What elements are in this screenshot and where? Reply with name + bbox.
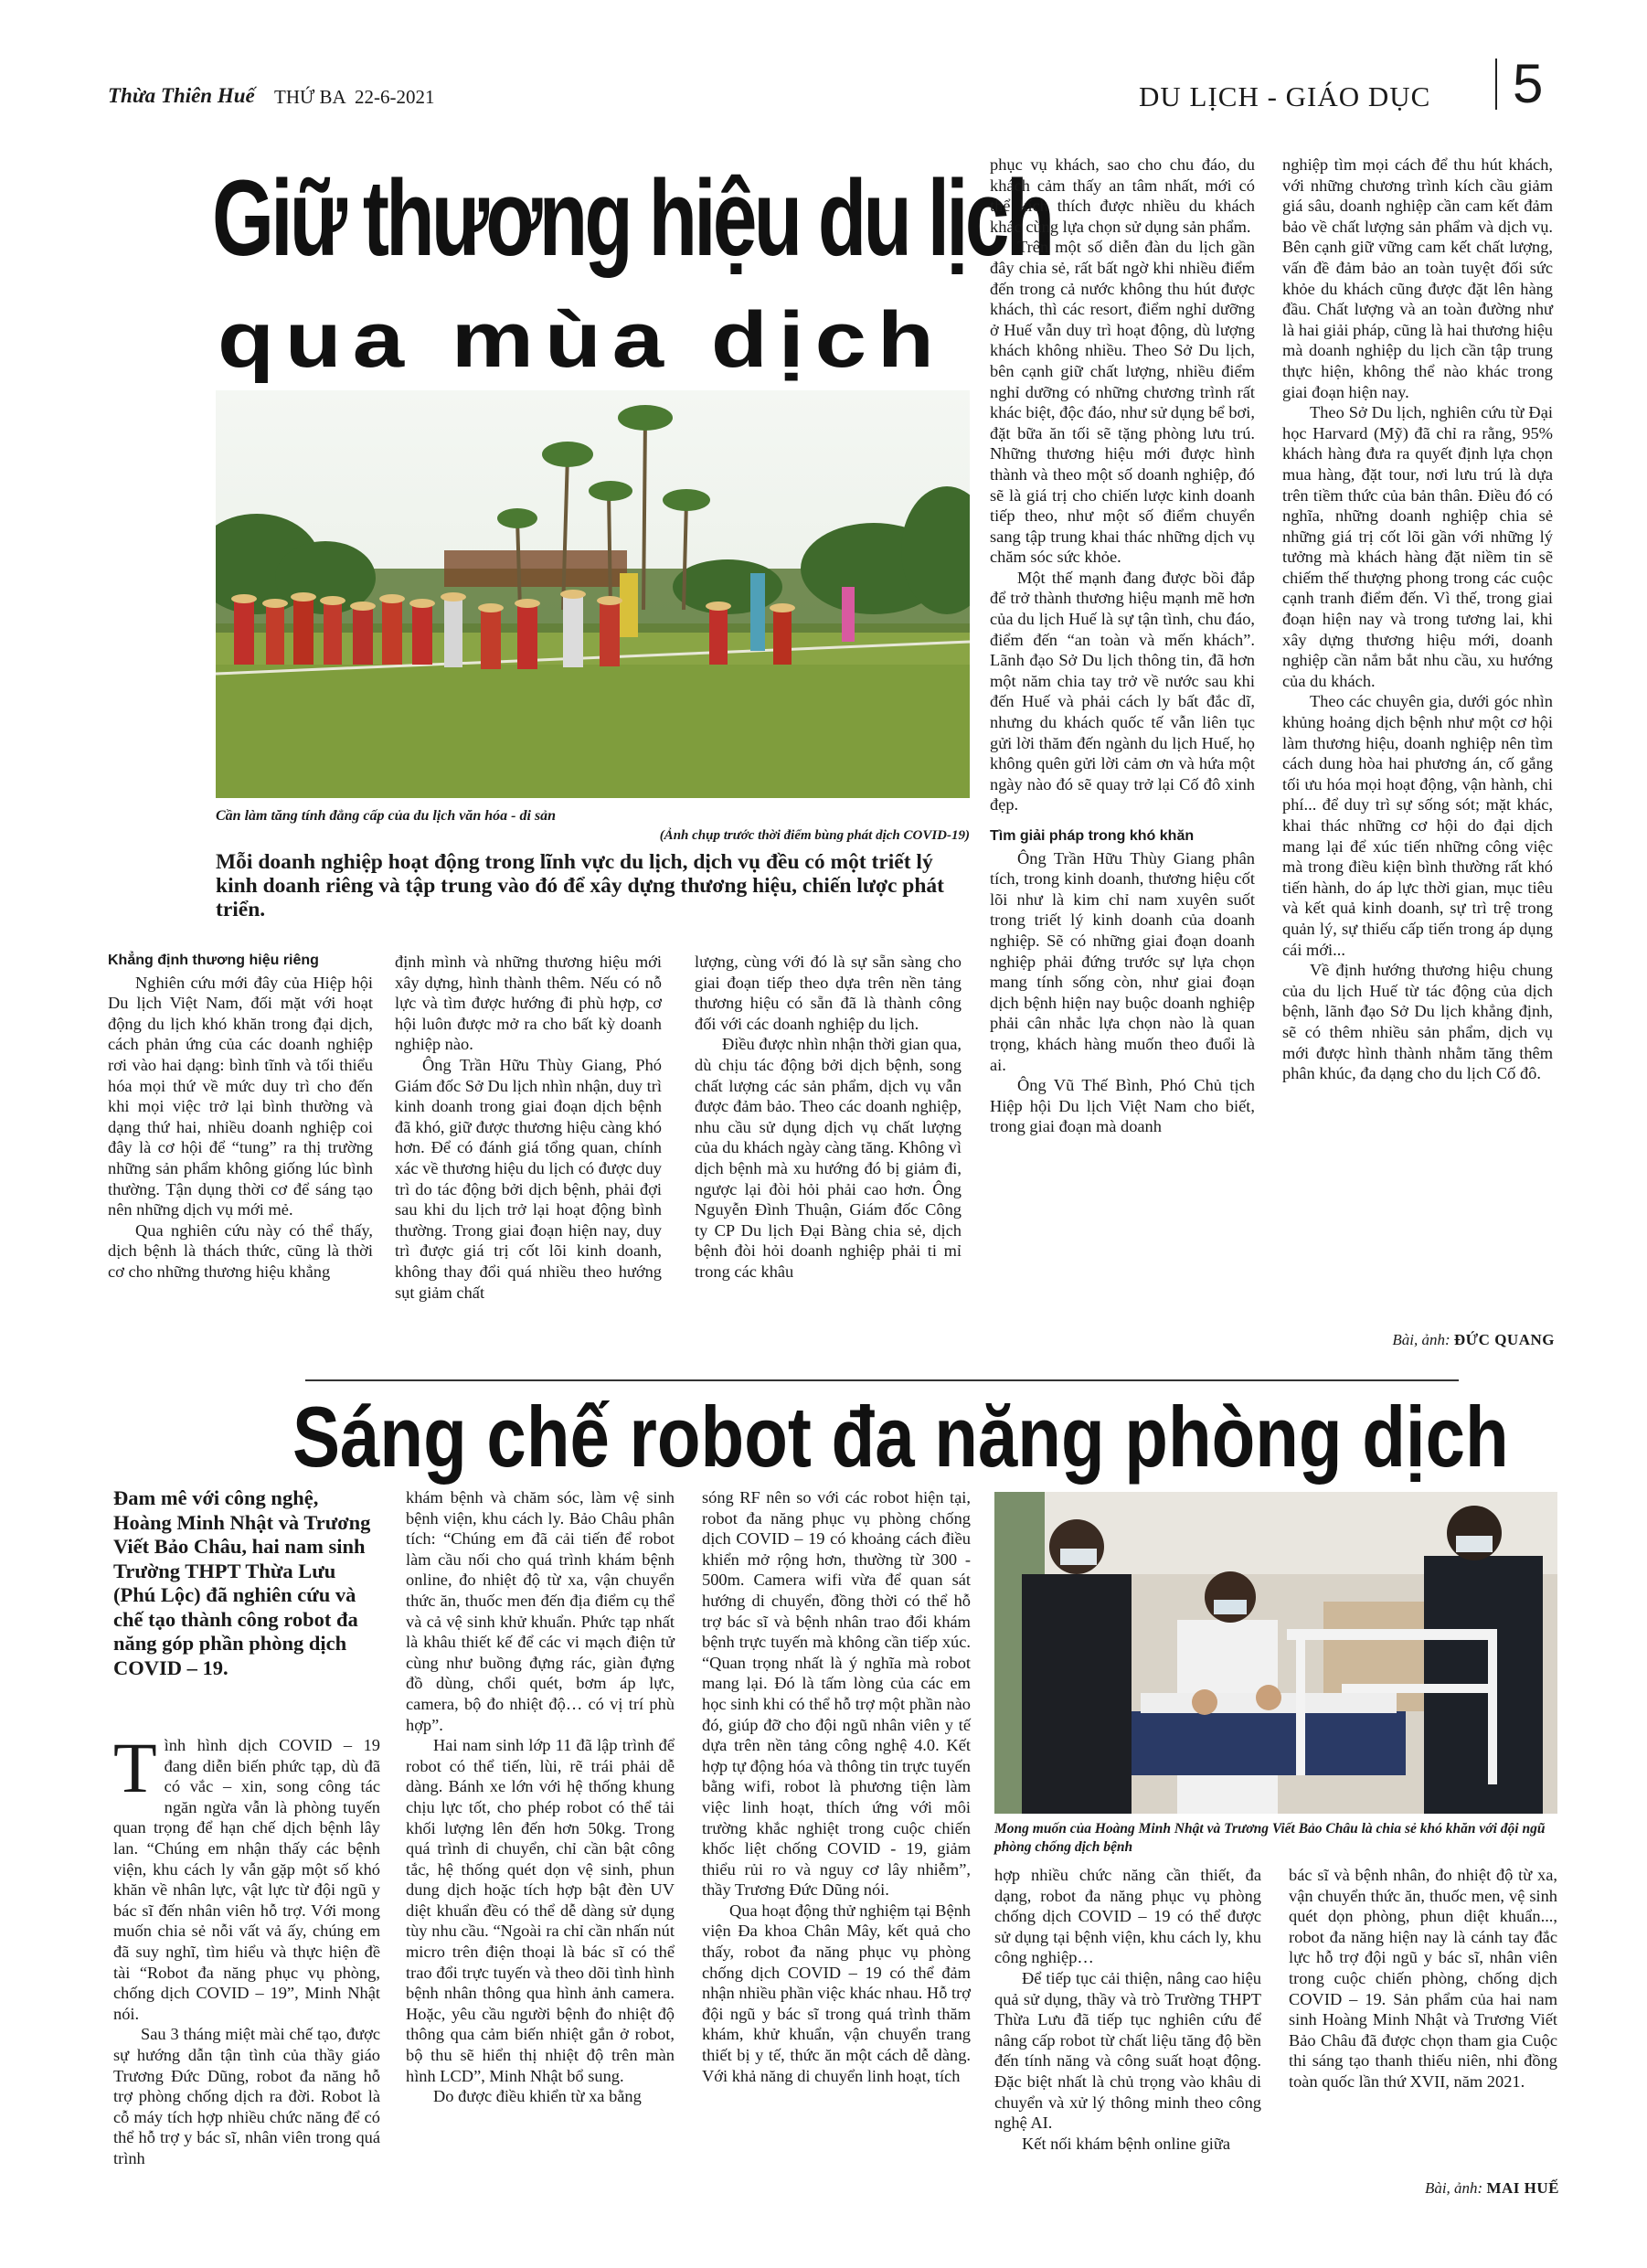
paragraph: nghiệp tìm mọi cách để thu hút khách, với những chương trình kích cầu giảm giá sâu, doanh nghiệp cần cam kết đảm bảo về chất lượng sản phẩm và dịch vụ. Bên cạnh giữ vững cam kết chất lượng, vấn đề đảm bảo an toàn tuyệt đối sức khỏe du khách cũng được đặt lên hàng đầu. Chất lượng và an toàn đường như là hai giải pháp, cũng là hai thương hiệu mà doanh nghiệp du lịch cần tập trung thực hiện, không thể nào khác trong giai đoạn hiện nay. bbox=[1282, 155, 1553, 401]
paragraph: Kết nối khám bệnh online giữa bbox=[1022, 2134, 1231, 2153]
article1-title-line1: Giữ thương hiệu du lịch bbox=[212, 158, 1052, 279]
paragraph: Điều được nhìn nhận thời gian qua, dù chịu tác động bởi dịch bệnh, song chất lượng các sản phẩm, dịch vụ vẫn được đảm bảo. Theo các doanh nghiệp, nhu cầu sử dụng dịch vụ chất lượng của du khách ngày càng tăng. Không vì dịch bệnh mà xu hướng đó bị giảm đi, ngược lại đòi hỏi phải cao hơn. Ông Nguyễn Đình Thuận, Giám đốc Công ty CP Du lịch Đại Bàng chia sẻ, dịch bệnh đòi hỏi doanh nghiệp phải ti mỉ trong các khâu bbox=[695, 1035, 962, 1281]
article2-photo-caption: Mong muốn của Hoàng Minh Nhật và Trương Viết Bảo Châu là chia sẻ khó khăn với đội ngũ phòng chống dịch bệnh bbox=[994, 1821, 1546, 1855]
article1-photo-credit: (Ảnh chụp trước thời điểm bùng phát dịch COVID-19) bbox=[659, 828, 970, 843]
paragraph: Ông Trần Hữu Thùy Giang phân tích, trong kinh doanh, thương hiệu cốt lõi như là kim chỉ nam xuyên suốt trong triết lý kinh doanh của doanh nghiệp. Sẽ có những giai đoạn doanh nghiệp phải đứng trước sự lựa chọn mang tính sống còn, như giai đoạn dịch bệnh hiện nay buộc doanh nghiệp phải cân nhắc lựa chọn nào là quan trọng, khách hàng muốn theo đuổi là ai. bbox=[990, 848, 1255, 1074]
paper-name: Thừa Thiên Huế bbox=[108, 84, 255, 107]
article1-column-4 bbox=[990, 154, 1255, 1137]
article2-byline bbox=[1289, 2179, 1559, 2198]
article1-byline bbox=[1282, 1331, 1555, 1349]
paragraph: định mình và những thương hiệu mới xây dựng, hình thành thêm. Nếu có nỗ lực và tìm được hướng đi phù hợp, cơ hội luôn được mở ra cho bất kỳ doanh nghiệp nào. bbox=[395, 953, 662, 1054]
lead-text: ình hình dịch COVID – 19 đang diễn biến phức tạp, dù đã có vắc – xin, song công tác ngăn ngừa vẫn là phòng tuyến quan trọng để hạn chế dịch bệnh lây lan. “Chúng em nhận thấy các bệnh viện, khu cách ly vẫn gặp một số khó khăn về nhân lực, vật lực từ đội ngũ y bác sĩ đến nhân viên hỗ trợ. Với mong muốn chia sẻ nỗi vất vả ấy, chúng em đã suy nghĩ, tìm hiểu và thực hiện đề tài “Robot đa năng phục vụ phòng, chống dịch COVID – 19”, Minh Nhật nói. bbox=[113, 1736, 380, 2023]
masthead bbox=[0, 0, 1647, 119]
byline-author: ĐỨC QUANG bbox=[1453, 1331, 1555, 1348]
article1-subhead-1: Khẳng định thương hiệu riêng bbox=[108, 953, 319, 968]
lead-paragraph bbox=[113, 1728, 380, 2024]
article1-title-line2: qua mùa dịch bbox=[218, 296, 945, 384]
article2-sapo: Đam mê với công nghệ, Hoàng Minh Nhật và Trương Viết Bảo Châu, hai nam sinh Trường THPT Thừa Lưu (Phú Lộc) đã nghiên cứu và chế tạo thành công robot đa năng góp phần phòng dịch COVID – 19. bbox=[113, 1486, 371, 1679]
article1-column-2 bbox=[395, 952, 662, 1303]
paragraph: bác sĩ và bệnh nhân, đo nhiệt độ từ xa, vận chuyển thức ăn, thuốc men, vệ sinh quét dọn phòng, phun diệt khuẩn..., robot đa năng hiện nay là cánh tay đắc lực hỗ trợ đội ngũ y bác sĩ, nhân viên trong cuộc chiến phòng, chống dịch COVID – 19. Sản phẩm của hai nam sinh Hoàng Minh Nhật và Trương Viết Bảo Châu đã được chọn tham gia Cuộc thi sáng tạo thanh thiếu niên, nhi đồng toàn quốc lần thứ XVII, năm 2021. bbox=[1289, 1866, 1557, 2091]
article2-column-2 bbox=[406, 1487, 675, 2107]
paragraph: Qua nghiên cứu này có thể thấy, dịch bệnh là thách thức, cũng là thời cơ cho những thương hiệu khẳng bbox=[108, 1220, 373, 1281]
paragraph: Để tiếp tục cải thiện, nâng cao hiệu quả sử dụng, thầy và trò Trường THPT Thừa Lưu đã tiếp tục nghiên cứu để nâng cấp robot từ chất liệu tăng độ bền đến tính năng và công suất hoạt động. Đặc biệt nhất là chủ trọng vào khâu di chuyển và xử lý thông minh theo công nghệ AI. bbox=[994, 1968, 1261, 2133]
robot-photo bbox=[994, 1492, 1557, 1814]
section-name: DU LỊCH - GIÁO DỤC bbox=[1139, 80, 1431, 112]
article2-column-3 bbox=[702, 1487, 971, 2086]
paragraph: phục vụ khách, sao cho chu đáo, du khách cảm thấy an tâm nhất, mới có thể kích thích được nhiều du khách khác cùng lựa chọn sử dụng sản phẩm. bbox=[990, 155, 1255, 236]
students-robot-illustration bbox=[994, 1492, 1557, 1814]
article2-column-5 bbox=[1289, 1865, 1557, 2092]
article1-sapo: Mỗi doanh nghiệp hoạt động trong lĩnh vực du lịch, dịch vụ đều có một triết lý kinh doanh riêng và tập trung vào đó để xây dựng thương hiệu, chiến lược phát triển. bbox=[216, 850, 945, 921]
paragraph: Ông Vũ Thế Bình, Phó Chủ tịch Hiệp hội Du lịch Việt Nam cho biết, trong giai đoạn mà doanh bbox=[990, 1076, 1255, 1136]
paragraph: khám bệnh và chăm sóc, làm vệ sinh bệnh viện, khu cách ly. Bảo Châu phân tích: “Chúng em đã cải tiến để robot làm cầu nối cho quá trình khám bệnh online, đo nhiệt độ từ xa, vận chuyển thức ăn, thuốc men đến địa điểm cụ thể và cả vệ sinh khử khuẩn. Phức tạp nhất là khâu thiết kế để các vi mạch điện tử cùng như buồng đựng rác, giàn đựng đồ dùng, chổi quét, bơm áp lực, camera, bộ đo nhiệt độ… có vị trí phù hợp”. bbox=[406, 1488, 675, 1734]
article1-subhead-2: Tìm giải pháp trong khó khăn bbox=[990, 828, 1195, 844]
paragraph: Ông Trần Hữu Thùy Giang, Phó Giám đốc Sở Du lịch nhìn nhận, duy trì kinh doanh trong giai đoạn dịch bệnh đã khó, giữ được thương hiệu càng khó hơn. Để có đánh giá tổng quan, chính xác về thương hiệu du lịch có được duy trì do tác động bởi dịch bệnh, phải đợi sau khi du lịch trở lại hoạt động bình thường. Trong giai đoạn hiện nay, duy trì được giá trị cốt lõi kinh doanh, không thay đổi quá nhiều theo hướng sụt giảm chất bbox=[395, 1055, 662, 1302]
paragraph: hợp nhiều chức năng cần thiết, đa dạng, robot đa năng phục vụ phòng chống dịch COVID – 19 có thể được sử dụng tại bệnh viện, khu cách ly, khu công nghiệp… bbox=[994, 1866, 1261, 1967]
paragraph: Sau 3 tháng miệt mài chế tạo, được sự hướng dẫn tận tình của thầy giáo Trương Đức Dũng, robot đa năng hỗ trợ phòng chống dịch ra đời. Robot là cỗ máy tích hợp nhiều chức năng để có thể hỗ trợ y bác sĩ, nhân viên trong quá trình bbox=[113, 2025, 380, 2167]
byline-prefix: Bài, ảnh: bbox=[1392, 1331, 1450, 1348]
page-number: 5 bbox=[1513, 53, 1544, 114]
article1-photo-caption: Cần làm tăng tính đẳng cấp của du lịch văn hóa - di sản bbox=[216, 808, 557, 824]
paragraph: Nghiên cứu mới đây của Hiệp hội Du lịch Việt Nam, đối mặt với hoạt động du lịch khó khăn trong đại dịch, cách phản ứng của các doanh nghiệp rơi vào hai dạng: bình tĩnh và tối thiểu hóa mọi thứ về mức duy trì cho đến khi mọi việc trở lại bình thường và dạng thứ hai, nhiều doanh nghiệp coi đây là cơ hội để “tung” ra thị trường những sản phẩm không giống lúc bình thường. Tận dụng thời cơ để sáng tạo nên những dịch vụ mới mẻ. bbox=[108, 973, 373, 1219]
paragraph: Về định hướng thương hiệu chung của du lịch Huế từ tác động của dịch bệnh, lãnh đạo Sở Du lịch khẳng định, sẽ có thêm nhiều sản phẩm, dịch vụ mới được hình thành nhằm tăng thêm phân khúc, đa dạng cho du lịch Cố đô. bbox=[1282, 961, 1553, 1083]
paragraph: Hai nam sinh lớp 11 đã lập trình để robot có thể tiến, lùi, rẽ trái phải dễ dàng. Bánh xe lớn với hệ thống khung chịu lực tốt, cho phép robot có thể tải khối lượng lên đến hơn 50kg. Trong quá trình di chuyển, chỉ cần bật công tắc, hệ thống quét dọn vệ sinh, phun dung dịch hoặc tích hợp bật đèn UV diệt khuẩn đều có thể dễ dàng sử dụng tùy nhu cầu. “Ngoài ra chỉ cần nhấn nút micro trên điện thoại là bác sĩ có thể trao đổi trực tuyến và theo dõi tình hình bệnh nhân thông qua hình ảnh camera. Hoặc, yêu cầu người bệnh đo nhiệt độ thông qua cảm biến nhiệt gắn ở robot, bộ thu sẽ hiển thị nhiệt độ trên màn hình LCD”, Minh Nhật bổ sung. bbox=[406, 1736, 675, 2085]
issue-date: THỨ BA 22-6-2021 bbox=[274, 86, 435, 108]
article1-column-1 bbox=[108, 951, 373, 1283]
paragraph: Do được điều khiển từ xa bằng bbox=[433, 2087, 642, 2106]
section-divider bbox=[305, 1379, 1459, 1381]
article1-column-5 bbox=[1282, 154, 1553, 1084]
article1-column-3 bbox=[695, 952, 962, 1283]
byline-prefix: Bài, ảnh: bbox=[1424, 2179, 1483, 2197]
paragraph: Theo các chuyên gia, dưới góc nhìn khủng hoảng dịch bệnh như một cơ hội làm thương hiệu, doanh nghiệp nên tìm cách dung hòa hai phương án, cố gắng tối ưu hóa mọi hoạt động, vận hành, chi phí... để duy trì sự sống sót; mặt khác, khai thác những cơ hội do đại dịch mang lại để xúc tiến những công việc mà trong điều kiện bình thường rất khó tiến hành, do áp lực thời gian, mục tiêu và kết quả kinh doanh, sự trì trệ trong quản lý, sự thiếu cấp tiến trong áp dụng cái mới... bbox=[1282, 692, 1553, 959]
article2-title: Sáng chế robot đa năng phòng dịch bbox=[292, 1389, 1509, 1485]
article2-column-1 bbox=[113, 1728, 380, 2168]
paragraph: Qua hoạt động thử nghiệm tại Bệnh viện Đa khoa Chân Mây, kết quả cho thấy, robot đa năng phục vụ phòng chống dịch COVID – 19 có thể đảm nhận nhiều phần việc khác nhau. Hỗ trợ đội ngũ y bác sĩ trong quá trình thăm khám, khử khuẩn, vận chuyển trang thiết bị y tế, thức ăn một cách dễ dàng. Với khả năng di chuyển linh hoạt, tích bbox=[702, 1901, 971, 2085]
article2-column-4 bbox=[994, 1865, 1261, 2154]
drop-cap: T bbox=[113, 1728, 157, 1807]
byline-author: MAI HUẾ bbox=[1486, 2179, 1559, 2197]
festival-photo bbox=[216, 390, 970, 798]
festival-illustration bbox=[216, 390, 970, 798]
paragraph: Trên một số diễn đàn du lịch gần đây chia sẻ, rất bất ngờ khi nhiều điểm đến trong cả nước không thu hút được khách, thì các resort, điểm nghỉ dưỡng ở Huế vẫn duy trì hoạt động, dù lượng khách không nhiều. Theo Sở Du lịch, bên cạnh giữ chất lượng, nhiều điểm nghỉ dưỡng có những chương trình rất khác biệt, độc đáo, như sử dụng bể bơi, đặt bữa ăn tối sẽ tặng phòng lưu trú. Những thương hiệu mới được hình thành và theo một số doanh nghiệp, đó sẽ là giá trị cho chiến lược kinh doanh tiếp theo, như một số điểm chuyển sang tập trung khai thác những dịch vụ chăm sóc sức khỏe. bbox=[990, 238, 1255, 567]
paragraph: sóng RF nên so với các robot hiện tại, robot đa năng phục vụ phòng chống dịch COVID – 19 có khoảng cách điều khiển mở rộng hơn, thường từ 300 - 500m. Camera wifi vừa để quan sát hướng di chuyển, đồng thời có thể hỗ trợ bác sĩ và bệnh nhân trao đổi khám bệnh trực tuyến mà không cần tiếp xúc. “Quan trọng nhất là ý nghĩa mà robot mang lại. Đó là tấm lòng của các em học sinh khi có thể hỗ trợ một phần nào đó, giúp đỡ cho đội ngũ nhân viên y tế dựa trên nền tảng công nghệ 4.0. Kết hợp tự động hóa và thông tin trực tuyến bằng wifi, robot là phương tiện làm việc linh hoạt, thích ứng với môi trường khắc nghiệt trong cuộc chiến khốc liệt chống COVID - 19, giảm thiểu rủi ro và nguy cơ lây nhiễm”, thầy Trương Đức Dũng nói. bbox=[702, 1488, 971, 1900]
paragraph: Theo Sở Du lịch, nghiên cứu từ Đại học Harvard (Mỹ) đã chỉ ra rằng, 95% khách hàng đưa ra quyết định lựa chọn mua hàng, đặt tour, nơi lưu trú là dựa trên tiềm thức của bản thân. Điều đó có nghĩa, những doanh nghiệp chia sẻ những giá trị cốt lõi gần với những lý tưởng mà khách hàng đặt niềm tin sẽ chiếm thế thượng phong trong các cuộc cạnh tranh điểm đến. Vì thế, trong giai đoạn hiện nay và trong tương lai, khi xây dựng thương hiệu mới, doanh nghiệp cần nắm bắt nhu cầu, xu hướng của du khách. bbox=[1282, 403, 1553, 690]
paragraph: Một thế mạnh đang được bồi đắp để trở thành thương hiệu mạnh mẽ hơn của du lịch Huế là sự tận tình, chu đáo, điểm đến “an toàn và mến khách”. Lãnh đạo Sở Du lịch thông tin, đã hơn một năm chia tay trở về nước sau khi đến Huế và phải cách ly bất đắc dĩ, nhưng du khách quốc tế vẫn liên tục gửi lời thăm đến ngành du lịch Huế, họ không quên gửi lời cảm ơn và hứa một ngày nào đó sẽ quay trở lại Cố đô xinh đẹp. bbox=[990, 568, 1255, 815]
header-divider bbox=[1495, 59, 1497, 110]
paragraph: lượng, cùng với đó là sự sẵn sàng cho giai đoạn tiếp theo dựa trên nền tảng thương hiệu có sẵn đã là thành công đối với các doanh nghiệp du lịch. bbox=[695, 953, 962, 1033]
